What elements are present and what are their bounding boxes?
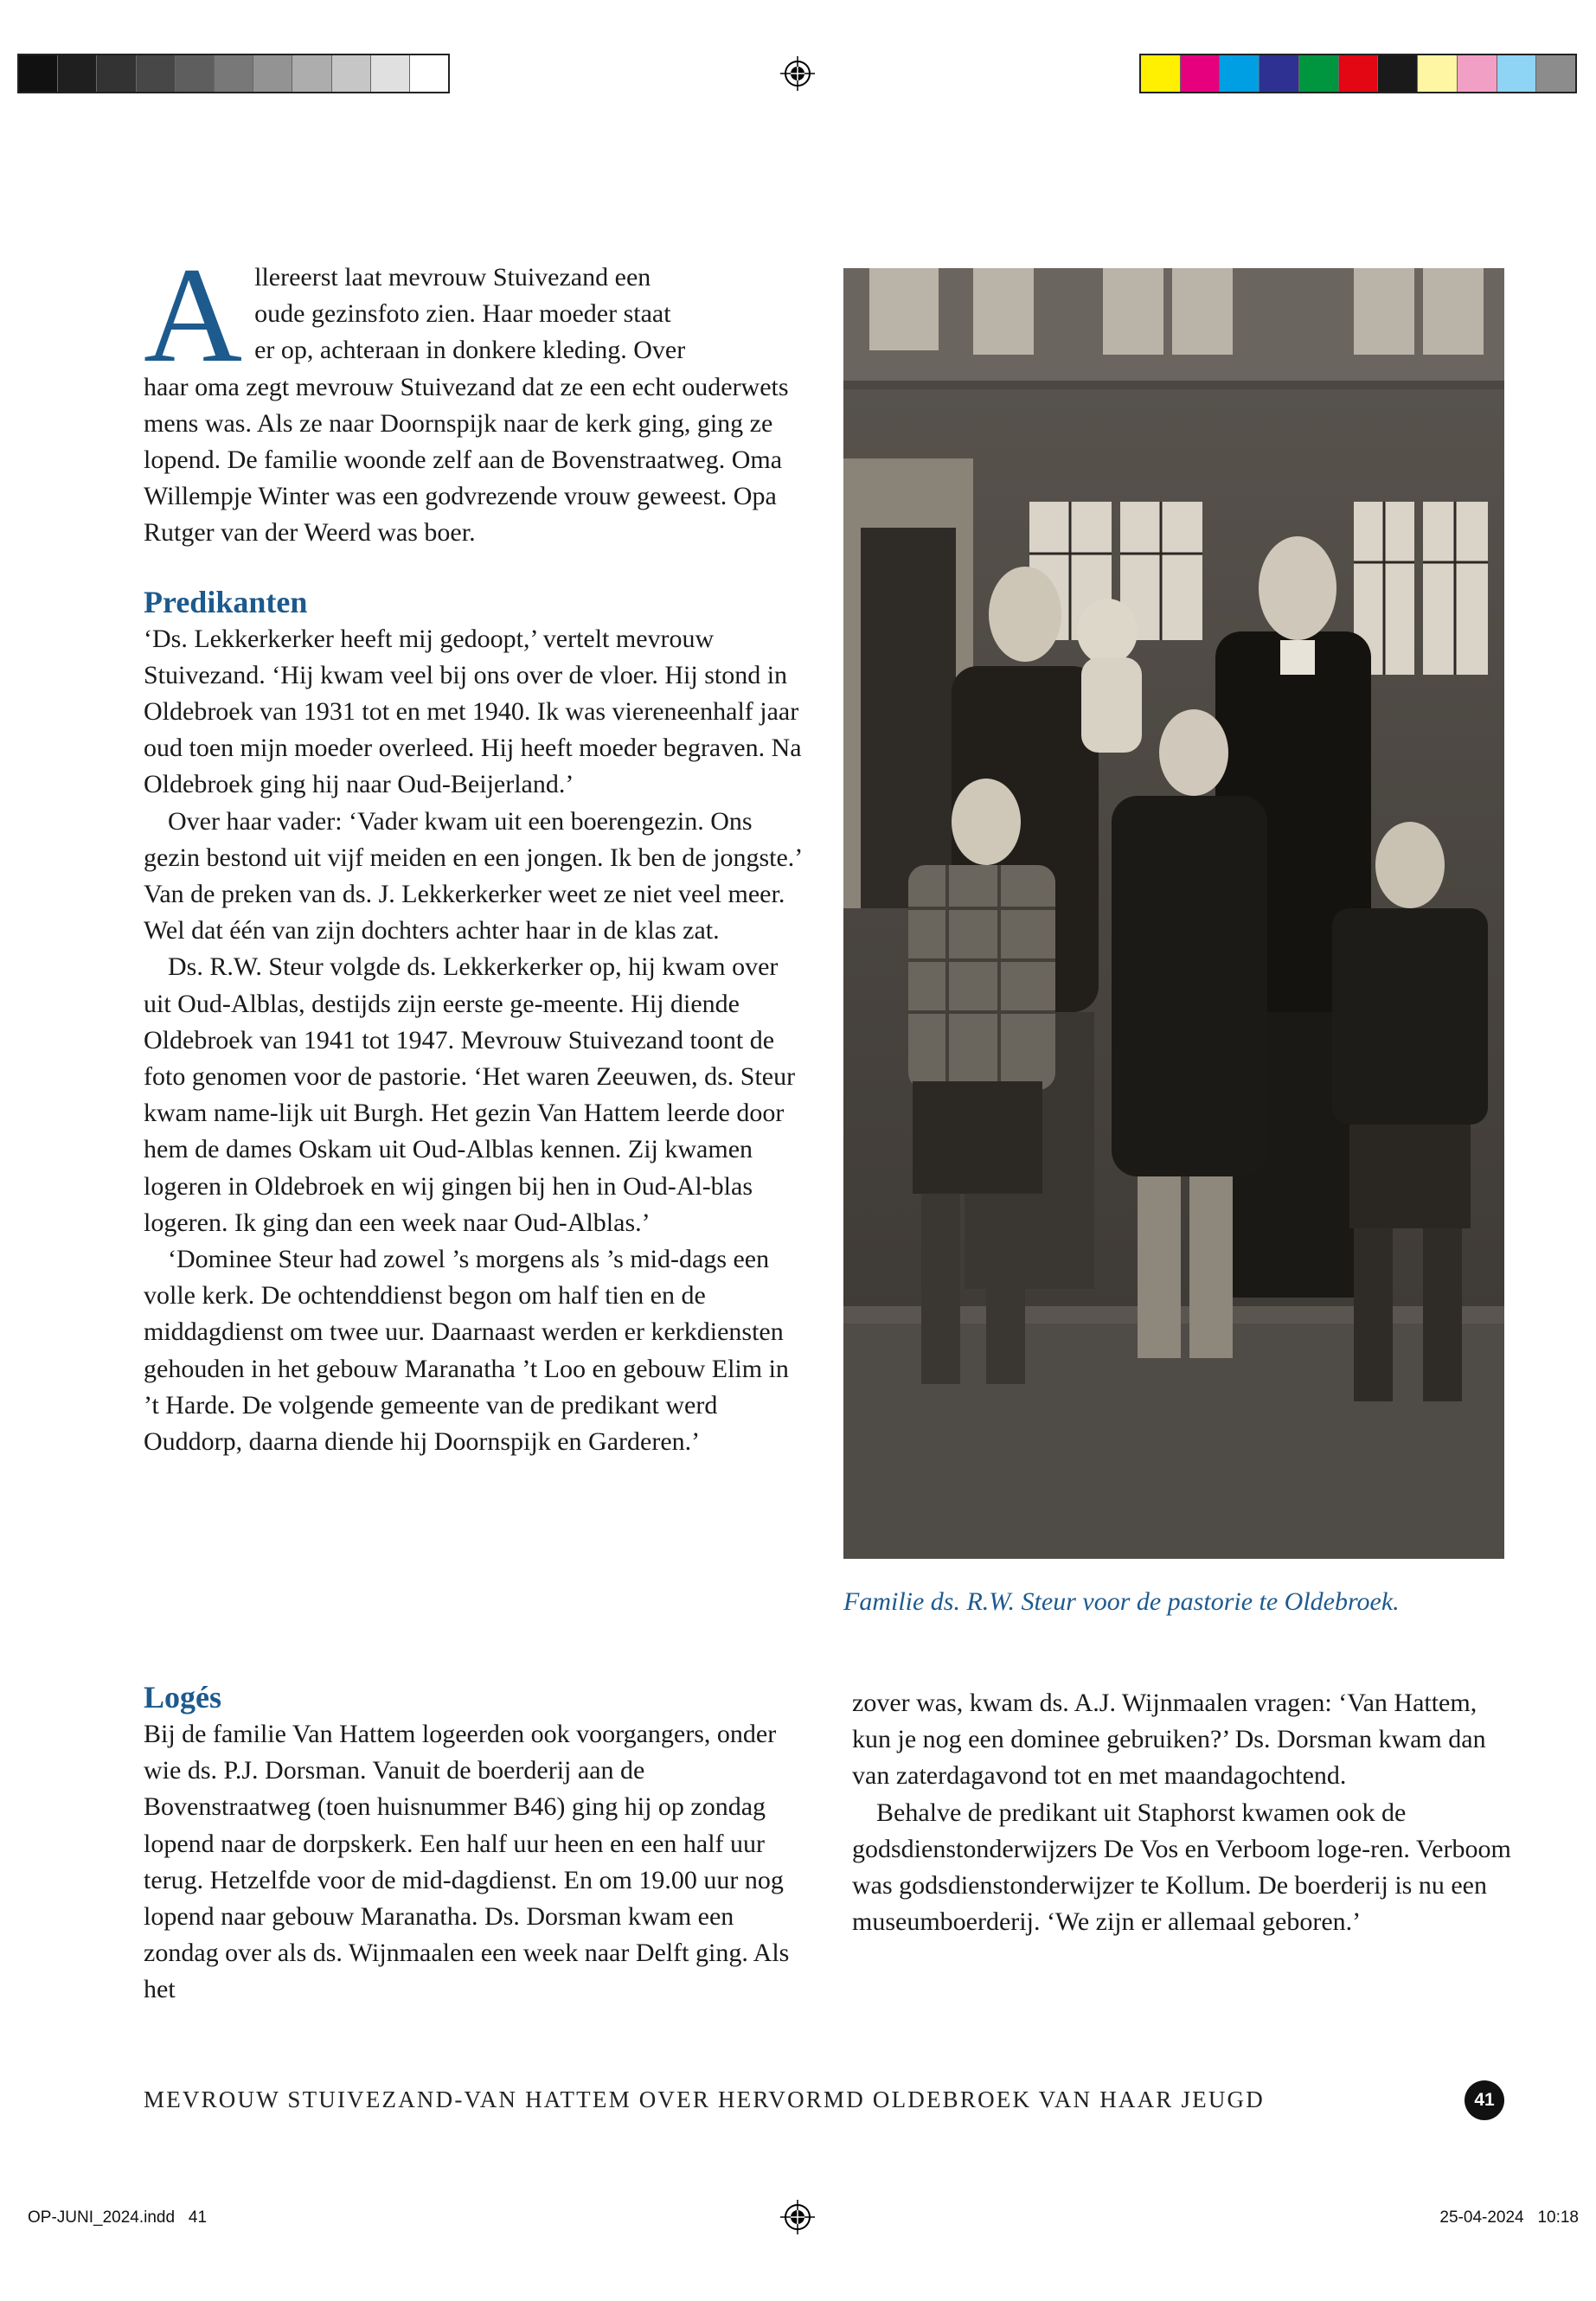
color-swatch bbox=[1338, 55, 1378, 92]
gray-swatch bbox=[292, 55, 330, 92]
intro-line: llereerst laat mevrouw Stuivezand een bbox=[254, 263, 651, 292]
color-swatch bbox=[1298, 55, 1338, 92]
paragraph: ‘Dominee Steur had zowel ’s morgens als ’s mid-dags een volle kerk. De ochtenddienst begon om half tien en de middagdienst om twee uur. Daarnaast werden er kerkdiensten gehouden in het gebouw Maranatha ’t Loo en gebouw Elim in ’t Harde. De volgende gemeente van de predikant werd Ouddorp, daarna diende hij Doornspijk en Garderen.’ bbox=[144, 1245, 789, 1457]
section-heading-loges: Logés bbox=[144, 1680, 221, 1715]
registration-mark-icon bbox=[780, 2200, 815, 2234]
family-photo-illustration bbox=[843, 268, 1504, 1559]
gray-swatch bbox=[214, 55, 253, 92]
intro-line: oude gezinsfoto zien. Haar moeder staat bbox=[254, 299, 671, 329]
color-swatch bbox=[1417, 55, 1457, 92]
grayscale-color-bar bbox=[17, 54, 450, 93]
gray-swatch bbox=[136, 55, 175, 92]
gray-swatch bbox=[19, 55, 57, 92]
paragraph: Over haar vader: ‘Vader kwam uit een boerengezin. Ons gezin bestond uit vijf meiden en een jongen. Ik ben de jongste.’ Van de preken van ds. J. Lekkerkerker weet ze niet veel meer. Wel dat één van zijn dochters achter haar in de klas zat. bbox=[144, 806, 802, 945]
color-swatch bbox=[1219, 55, 1259, 92]
slug-datetime: 25-04-2024 10:18 bbox=[1439, 2208, 1579, 2227]
article-column-left bbox=[144, 240, 810, 1460]
intro-paragraph: haar oma zegt mevrouw Stuivezand dat ze een echt ouderwets mens was. Als ze naar Doornspijk naar de kerk ging, ging ze lopend. De familie woonde zelf aan de Bovenstraatweg. Oma Willempje Winter was een godvrezende vrouw geweest. Opa Rutger van der Weerd was boer. bbox=[144, 372, 789, 548]
article-column-logés-left bbox=[144, 1678, 810, 2009]
gray-swatch bbox=[96, 55, 135, 92]
gray-swatch bbox=[57, 55, 96, 92]
gray-swatch bbox=[331, 55, 370, 92]
paragraph: Ds. R.W. Steur volgde ds. Lekkerkerker op, hij kwam over uit Oud-Alblas, destijds zijn eerste ge-meente. Hij diende Oldebroek van 1941 tot 1947. Mevrouw Stuivezand toont de foto genomen voor de pastorie. ‘Het waren Zeeuwen, ds. Steur kwam name-lijk uit Burgh. Het gezin Van Hattem leerde door hem de dames Oskam uit Oud-Alblas kennen. Zij kwamen logeren in Oldebroek en wij gingen bij hen in Oud-Al-blas logeren. Ik ging dan een week naar Oud-Alblas.’ bbox=[144, 952, 796, 1237]
paragraph: Bij de familie Van Hattem logeerden ook voorgangers, onder wie ds. P.J. Dorsman. Vanuit de boerderij aan de Bovenstraatweg (toen huisnummer B46) ging hij op zondag lopend naar de dorpskerk. Een half uur heen en een half uur terug. Hetzelfde voor de mid-dagdienst. En om 19.00 uur nog lopend naar gebouw Maranatha. Ds. Dorsman kwam een zondag over als ds. Wijnmaalen een week naar Delft ging. Als het bbox=[144, 1720, 790, 2004]
family-photo bbox=[843, 268, 1504, 1559]
paragraph: ‘Ds. Lekkerkerker heeft mij gedoopt,’ vertelt mevrouw Stuivezand. ‘Hij kwam veel bij ons over de vloer. Hij stond in Oldebroek van 1931 tot en met 1940. Ik was viereneenhalf jaar oud toen mijn moeder overleed. Hij heeft moeder begraven. Na Oldebroek ging hij naar Oud-Beijerland.’ bbox=[144, 624, 802, 799]
slug-file-info: OP-JUNI_2024.indd 41 bbox=[28, 2208, 208, 2227]
color-swatch bbox=[1180, 55, 1220, 92]
gray-swatch bbox=[370, 55, 409, 92]
paragraph: zover was, kwam ds. A.J. Wijnmaalen vragen: ‘Van Hattem, kun je nog een dominee gebruiken?’ Ds. Dorsman kwam dan van zaterdagavond tot en met maandagochtend. bbox=[852, 1689, 1486, 1791]
color-swatch bbox=[1497, 55, 1536, 92]
article-column-logés-right bbox=[852, 1685, 1518, 1940]
paragraph: Behalve de predikant uit Staphorst kwamen ook de godsdienstonderwijzers De Vos en Verboom loge-ren. Verboom was godsdienstonderwijzer te Kollum. De boerderij is nu een museumboerderij. ‘We zijn er allemaal geboren.’ bbox=[852, 1798, 1511, 1937]
registration-mark-icon bbox=[780, 56, 815, 91]
gray-swatch bbox=[409, 55, 448, 92]
color-swatch bbox=[1457, 55, 1497, 92]
cmyk-color-bar bbox=[1139, 54, 1577, 93]
color-swatch bbox=[1535, 55, 1575, 92]
page-number: 41 bbox=[1465, 2080, 1504, 2120]
intro-line: er op, achteraan in donkere kleding. Over bbox=[254, 336, 686, 365]
color-swatch bbox=[1141, 55, 1180, 92]
running-footer-title: MEVROUW STUIVEZAND-VAN HATTEM OVER HERVORMD OLDEBROEK VAN HAAR JEUGD bbox=[144, 2086, 1265, 2112]
color-swatch bbox=[1259, 55, 1298, 92]
gray-swatch bbox=[253, 55, 292, 92]
section-heading-predikanten: Predikanten bbox=[144, 584, 308, 619]
color-swatch bbox=[1377, 55, 1417, 92]
gray-swatch bbox=[175, 55, 214, 92]
photo-caption: Familie ds. R.W. Steur voor de pastorie te Oldebroek. bbox=[843, 1587, 1400, 1616]
drop-cap: A bbox=[144, 240, 243, 391]
